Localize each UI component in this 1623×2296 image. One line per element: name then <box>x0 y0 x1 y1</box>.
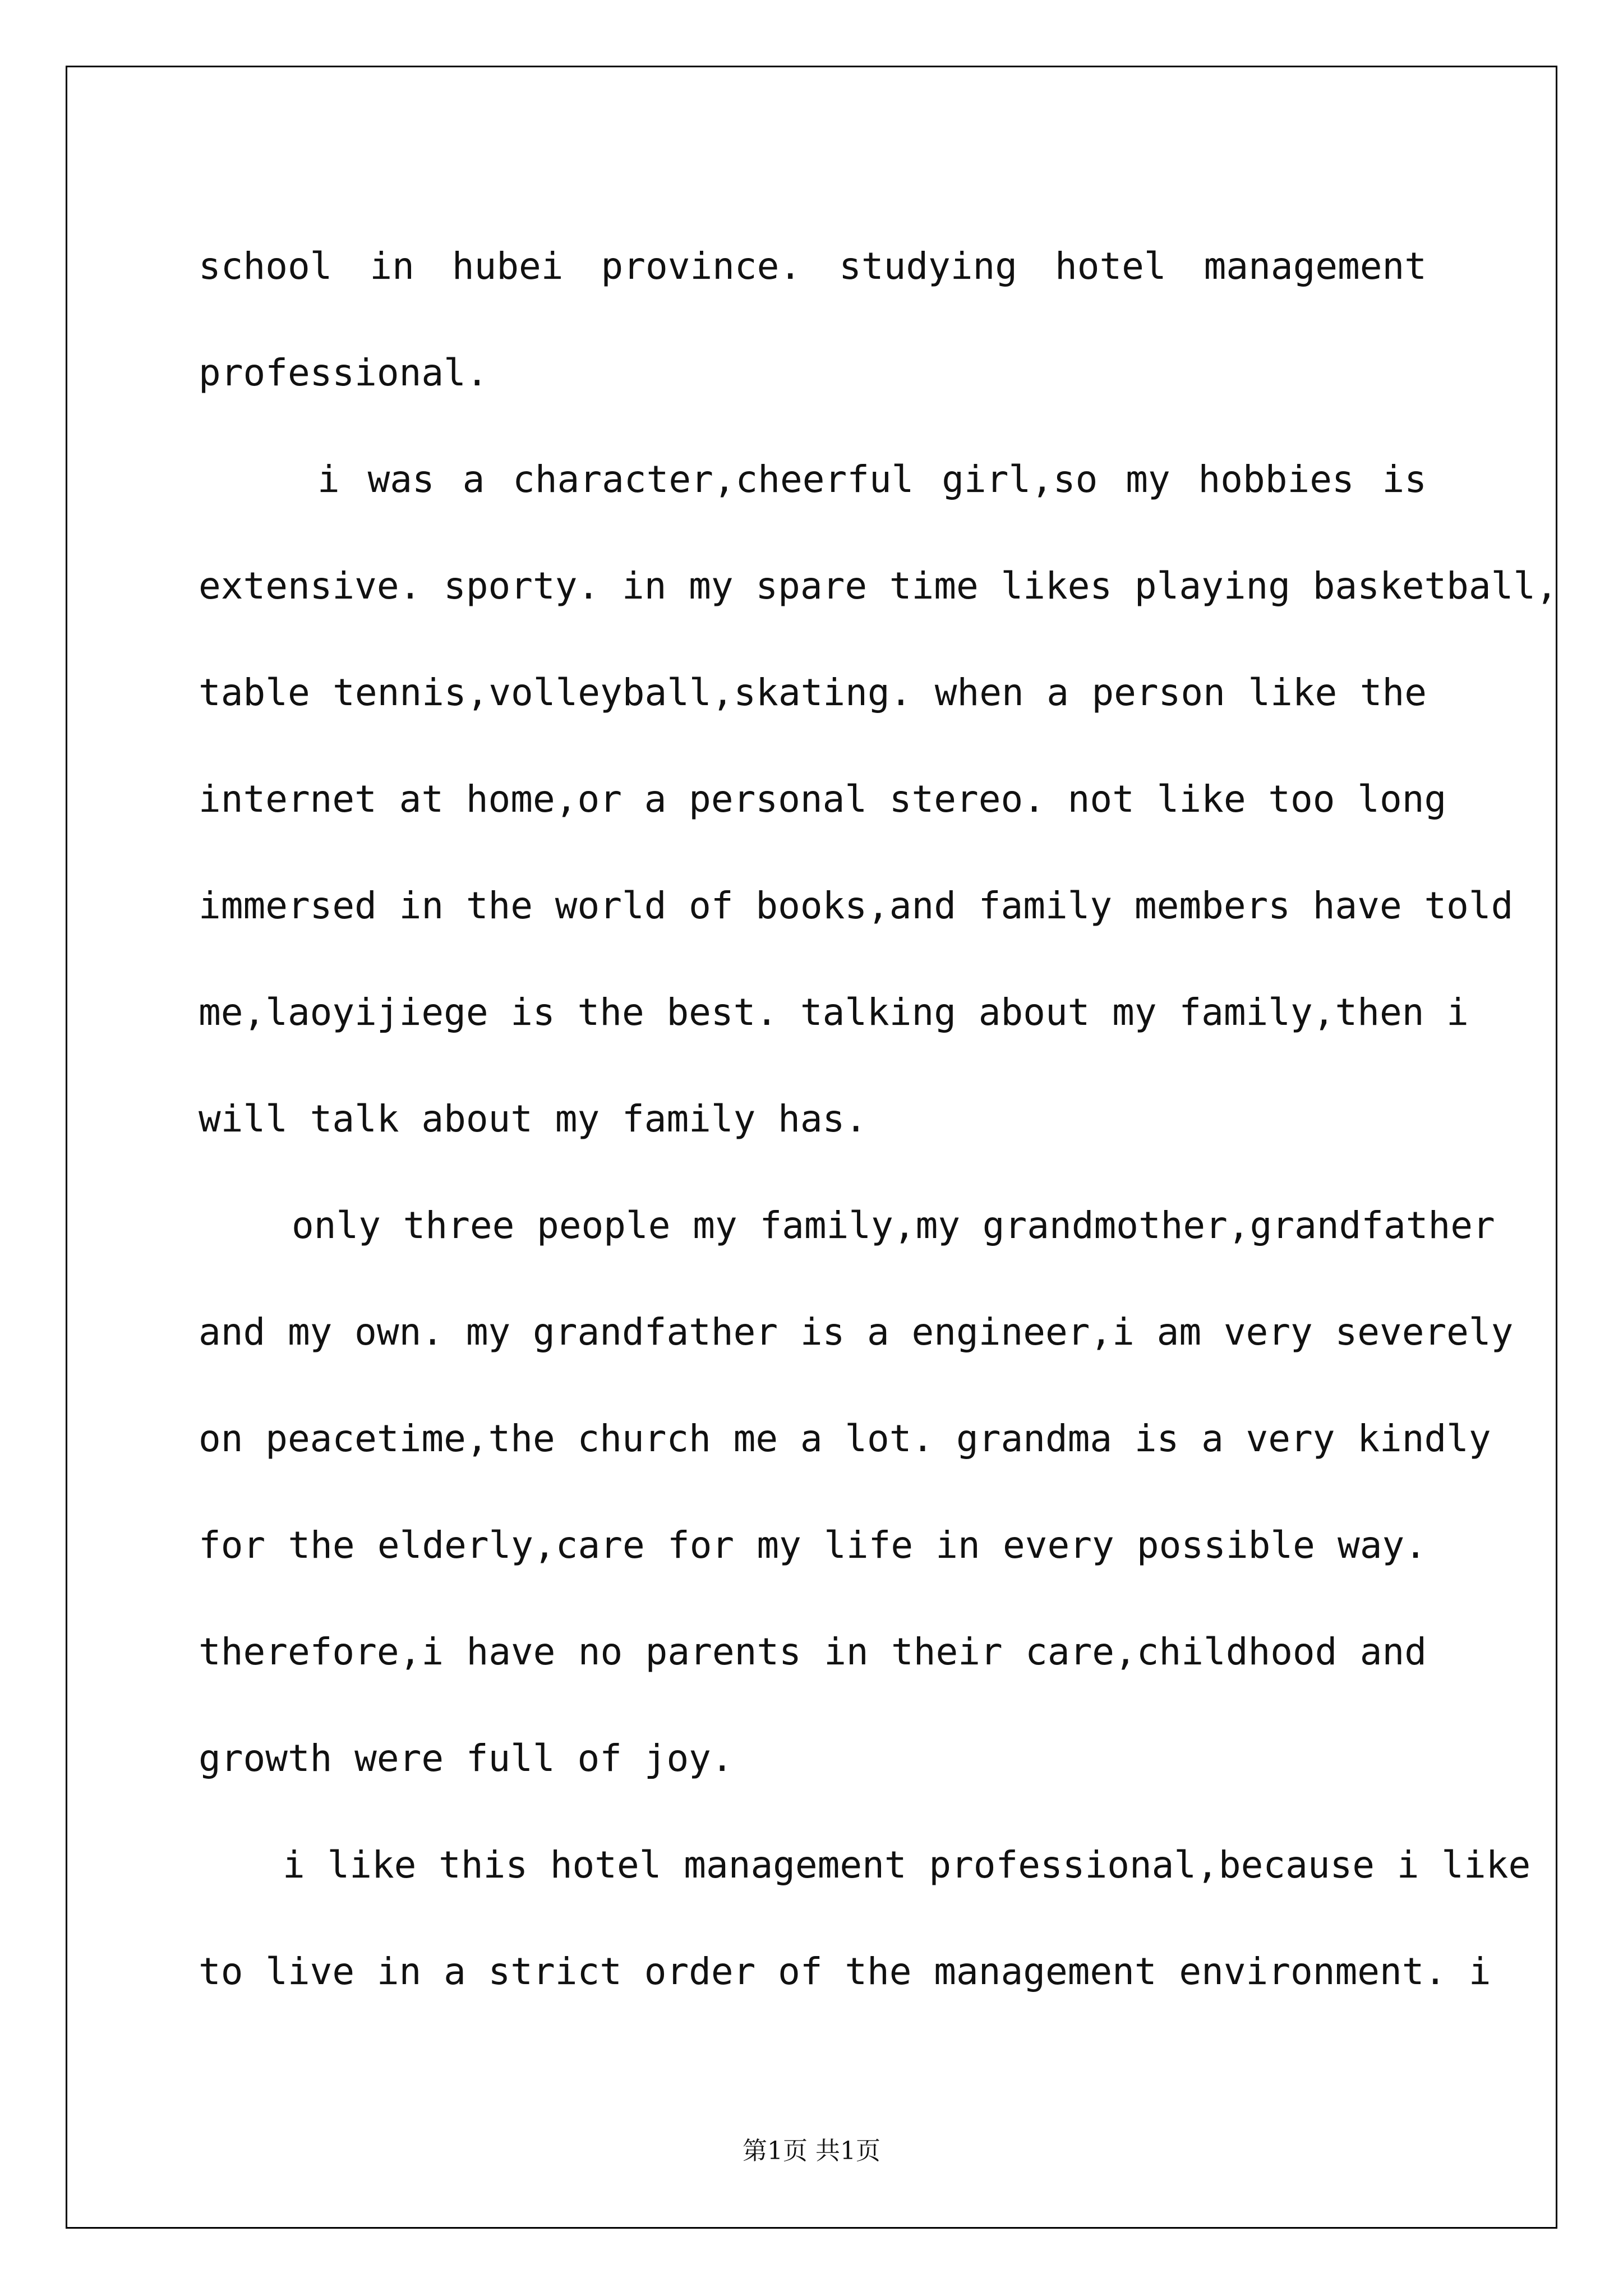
text-line: only three people my family,my grandmother,grandfather <box>292 1204 1495 1247</box>
text-line: therefore,i have no parents in their care,childhood and <box>199 1630 1427 1673</box>
text-line: me,laoyijiege is the best. talking about my family,then i <box>199 991 1469 1034</box>
text-line: i was a character,cheerful girl,so my hobbies is <box>317 458 1427 501</box>
text-line: extensive. sporty. in my spare time likes playing basketball, <box>199 564 1558 608</box>
text-line: table tennis,volleyball,skating. when a person like the <box>199 671 1427 714</box>
text-line: growth were full of joy. <box>199 1737 734 1780</box>
text-line: will talk about my family has. <box>199 1097 868 1140</box>
text-line: for the elderly,care for my life in every possible way. <box>199 1524 1427 1567</box>
text-line: professional. <box>199 351 488 394</box>
page-footer: 第1页 共1页 <box>743 2137 880 2165</box>
document-body <box>199 213 1558 2025</box>
text-line: and my own. my grandfather is a engineer,i am very severely <box>199 1310 1514 1354</box>
text-line: on peacetime,the church me a lot. grandma is a very kindly <box>199 1417 1491 1460</box>
text-line: to live in a strict order of the management environment. i <box>199 1950 1491 1993</box>
text-line: immersed in the world of books,and family members have told <box>199 884 1514 927</box>
text-line: school in hubei province. studying hotel management <box>199 245 1427 288</box>
text-line: i like this hotel management professional,because i like <box>283 1843 1531 1887</box>
text-line: internet at home,or a personal stereo. not like too long <box>199 777 1447 821</box>
